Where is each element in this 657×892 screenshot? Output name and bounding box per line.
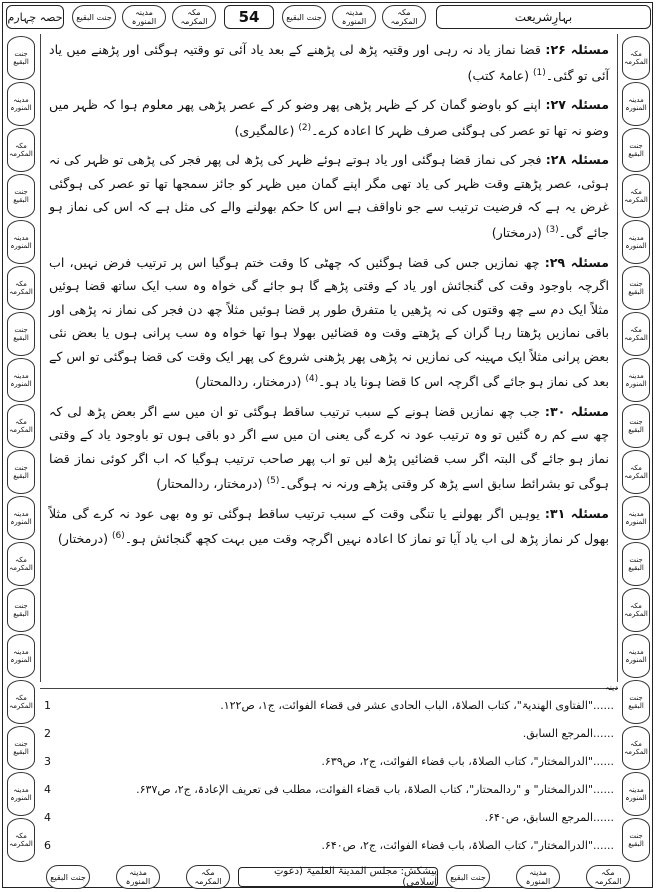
footnote-text: ......"الدرالمختار"، کتاب الصلاۃ، باب قضاء الفوائت، ج۲، ص۶۳۹. (321, 755, 614, 768)
footnote-number: 2 (44, 727, 51, 740)
page-number: 54 (224, 5, 274, 29)
right-side-badge: مدینہ المنورہ (622, 634, 650, 678)
left-side-badge: مدینہ المنورہ (7, 358, 35, 402)
footnote-5 (44, 807, 614, 829)
footnote-text: ......"الدرالمختار"، کتاب الصلاۃ، باب قضاء الفوائت، ج۲، ص۶۴۰. (321, 839, 614, 852)
footnote-text: ......المرجع السابق، ص۶۴۰. (484, 811, 614, 824)
right-side-badge: مدینہ المنورہ (622, 358, 650, 402)
right-side-badge: مکہ المکرمہ (622, 588, 650, 632)
footnote-ref[interactable]: (5) (266, 476, 280, 487)
footer-badge-right-3: مکہ المکرمہ (586, 865, 630, 889)
footnote-number: 3 (44, 755, 51, 768)
right-side-badge: جنت البقیع (622, 266, 650, 310)
right-side-badge: مدینہ المنورہ (622, 220, 650, 264)
footnote-ref[interactable]: (4) (305, 374, 319, 385)
footnote-text: ......"الفتاوی الھندیۃ"، کتاب الصلاۃ، الباب الحادی عشر فی قضاء الفوائت، ج۱، ص۱۲۲. (220, 699, 614, 712)
left-side-badge: جنت البقیع (7, 726, 35, 770)
masala-source: (عامۂ کتب) (467, 67, 530, 83)
right-side-badge: مکہ المکرمہ (622, 36, 650, 80)
footnote-4 (44, 779, 614, 801)
left-side-badge: جنت البقیع (7, 312, 35, 356)
right-side-badge: مدینہ المنورہ (622, 496, 650, 540)
footer-badge-left-3: مکہ المکرمہ (186, 865, 230, 889)
right-side-badge: مدینہ المنورہ (622, 82, 650, 126)
main-text (40, 34, 618, 682)
masala-text: اپنے کو باوضو گمان کر کے ظہر پڑھی پھر وضو کر کے عصر پڑھی پھر معلوم ہوا کہ ظہر میں وضو نہ تھا تو عصر کی ہوگئی صرف ظہر کا اعادہ کرے۔ (49, 97, 609, 138)
masala-source: (عالمگیری) (234, 122, 295, 138)
masala-28 (49, 148, 609, 244)
footnotes (40, 683, 618, 864)
right-side-badge: مکہ المکرمہ (622, 450, 650, 494)
left-side-badge: مکہ المکرمہ (7, 542, 35, 586)
masala-label: مسئلہ ۳۱: (544, 505, 609, 521)
right-side-badge: مکہ المکرمہ (622, 312, 650, 356)
footnote-2 (44, 723, 614, 745)
footer-badge-right-2: مدینہ المنورہ (516, 865, 560, 889)
right-side-badge: جنت البقیع (622, 404, 650, 448)
masala-source: (درمختار) (57, 531, 109, 547)
masala-text: جب چھ نمازیں قضا ہونے کے سبب ترتیب ساقط ہوگئی تو ان میں سے اگر بعض پڑھ لی کہ چھ سے کم رہ گئیں تو وہ ترتیب عود نہ کرے گی یعنی ان میں سے اگر دو باقی ہوں تو باوجود یاد کے وقتی نماز ہو جائے گی البتہ اگر سب قضائیں پڑھ لیں تو اب پھر صاحب ترتیب ہوگیا کہ اب اگر کوئی نماز قضا ہوگی تو بشرائط سابق اسے پڑھ کر وقتی پڑھے ورنہ نہ ہوگی۔ (49, 403, 609, 492)
left-side-badge: مدینہ المنورہ (7, 772, 35, 816)
footnote-separator: دینہ (605, 683, 618, 692)
masala-label: مسئلہ ۳۰: (544, 403, 609, 419)
page-footer (6, 865, 651, 889)
left-side-badge: جنت البقیع (7, 588, 35, 632)
left-side-badge: جنت البقیع (7, 450, 35, 494)
right-side-badge: جنت البقیع (622, 680, 650, 724)
left-side-badge: مدینہ المنورہ (7, 220, 35, 264)
right-side-badge: جنت البقیع (622, 128, 650, 172)
masala-text: فجر کی نماز قضا ہوگئی اور یاد ہوتے ہوئے ظہر کی پڑھ لی پھر فجر کی پڑھی تو ظہر کی نہ ہوئی، عصر پڑھتے وقت ظہر کی یاد تھی مگر اپنے گمان میں ظہر کو جائز سمجھا تھا تو عصر کی ہوگئی غرض یہ ہے کہ فرضیت ترتیب سے جو ناواقف ہے اس کا حکم بھولنے والے کی مثل ہے کہ اس کی نماز ہو جائے گی۔ (49, 152, 609, 241)
page-header (6, 5, 651, 31)
footnote-ref[interactable]: (2) (298, 122, 312, 133)
header-badge-left-2: مدینہ المنورہ (122, 5, 166, 29)
header-badge-left-1: جنت البقیع (72, 5, 116, 29)
masala-source: (درمختار، ردالمحتار) (195, 374, 302, 390)
footnote-number: 1 (44, 699, 51, 712)
masala-26 (49, 38, 609, 87)
left-side-badge: جنت البقیع (7, 174, 35, 218)
footnote-text: ......"الدرالمختار" و "ردالمحتار"، کتاب الصلاۃ، باب قضاء الفوائت، مطلب فی تعریف الإعادۃ، ج۲، ص۶۳۷. (136, 783, 614, 796)
left-side-badge: مکہ المکرمہ (7, 680, 35, 724)
footer-badge-left-1: جنت البقیع (46, 865, 90, 889)
masala-label: مسئلہ ۲۷: (545, 97, 609, 113)
masala-text: قضا نماز یاد نہ رہی اور وقتیہ پڑھ لی پڑھنے کے بعد یاد آئی تو وقتیہ ہوگئی اور پڑھنے میں یاد آئی تو گئی۔ (49, 42, 609, 83)
footnote-text: ......المرجع السابق. (522, 727, 614, 740)
header-badge-right-3: مکہ المکرمہ (382, 5, 426, 29)
footnote-ref[interactable]: (3) (545, 224, 559, 235)
header-badge-right-2: مدینہ المنورہ (332, 5, 376, 29)
footer-badge-left-2: مدینہ المنورہ (116, 865, 160, 889)
footnote-number: 4 (44, 783, 51, 796)
left-side-badge: مکہ المکرمہ (7, 266, 35, 310)
right-side-badge: جنت البقیع (622, 818, 650, 862)
book-title: بہارِشریعت (436, 5, 651, 29)
footnote-6 (44, 835, 614, 857)
publisher-label: پیشکش: مجلس المدینۃ العلمیۃ (دعوتِ اسلامی) (238, 867, 438, 887)
masala-text: یوہیں اگر بھولنے یا تنگی وقت کے سبب ترتیب ساقط ہوگئی تو وہ بھی عود نہ کرے گی مثلاً بھول کر نماز پڑھ لی اب یاد آیا تو نماز کا اعادہ نہیں اگرچہ وقت میں بہت کچھ گنجائش ہو۔ (49, 505, 609, 547)
masala-source: (درمختار، ردالمحتار) (156, 476, 263, 492)
right-side-badge: جنت البقیع (622, 542, 650, 586)
masala-29 (49, 251, 609, 394)
masala-30 (49, 400, 609, 496)
masala-27 (49, 93, 609, 142)
masala-31 (49, 502, 609, 551)
footnote-number: 4 (44, 811, 51, 824)
left-side-badge: مدینہ المنورہ (7, 634, 35, 678)
footer-badge-right-1: جنت البقیع (446, 865, 490, 889)
masala-source: (درمختار) (491, 225, 542, 241)
left-side-badge: مکہ المکرمہ (7, 128, 35, 172)
masala-label: مسئلہ ۲۶: (545, 42, 609, 57)
footnote-ref[interactable]: (6) (112, 531, 125, 542)
right-side-badge: مدینہ المنورہ (622, 772, 650, 816)
right-side-badge: مکہ المکرمہ (622, 174, 650, 218)
left-side-badge: مدینہ المنورہ (7, 496, 35, 540)
masala-label: مسئلہ ۲۸: (545, 152, 609, 168)
left-side-badge: مکہ المکرمہ (7, 404, 35, 448)
header-badge-right-1: جنت البقیع (282, 5, 326, 29)
footnote-3 (44, 751, 614, 773)
masala-text: چھ نمازیں جس کی قضا ہوگئیں کہ چھٹی کا وقت ختم ہوگیا اس پر ترتیب فرض نہیں، اب اگرچہ باوجود وقت کی گنجائش اور یاد کے وقتی پڑھے گا ہو جائے گی خواہ وہ سب ایک ساتھ قضا ہوئیں مثلاً ایک دم سے چھ وقتوں کی نہ پڑھیں یا متفرق طور پر قضا ہوئیں مثلاً چھ دن فجر کی نماز نہ پڑھی اور باقی نمازیں پڑھتا رہا گران کے پڑھتے وقت وہ قضائیں بھولا ہوا تھا خواہ وہ سب پرانی ہوں یا بعض نئی بعض پرانی مثلاً ایک مہینہ کی نمازیں نہ پڑھی پھر پڑھنی شروع کی پھر ایک وقت کی قضا ہوگئی تو اس کے بعد کی نماز ہو جائے گی اگرچہ اس کا قضا ہونا یاد ہو۔ (49, 254, 609, 390)
footnote-1 (44, 695, 614, 717)
footnote-number: 6 (44, 839, 51, 852)
section-label: حصہ چہارم (6, 5, 64, 29)
left-side-badge: جنت البقیع (7, 36, 35, 80)
right-side-badge: مکہ المکرمہ (622, 726, 650, 770)
left-side-badge: مکہ المکرمہ (7, 818, 35, 862)
header-badge-left-3: مکہ المکرمہ (172, 5, 216, 29)
footnote-ref[interactable]: (1) (533, 67, 546, 78)
masala-label: مسئلہ ۲۹: (544, 254, 609, 270)
left-side-badge: مدینہ المنورہ (7, 82, 35, 126)
